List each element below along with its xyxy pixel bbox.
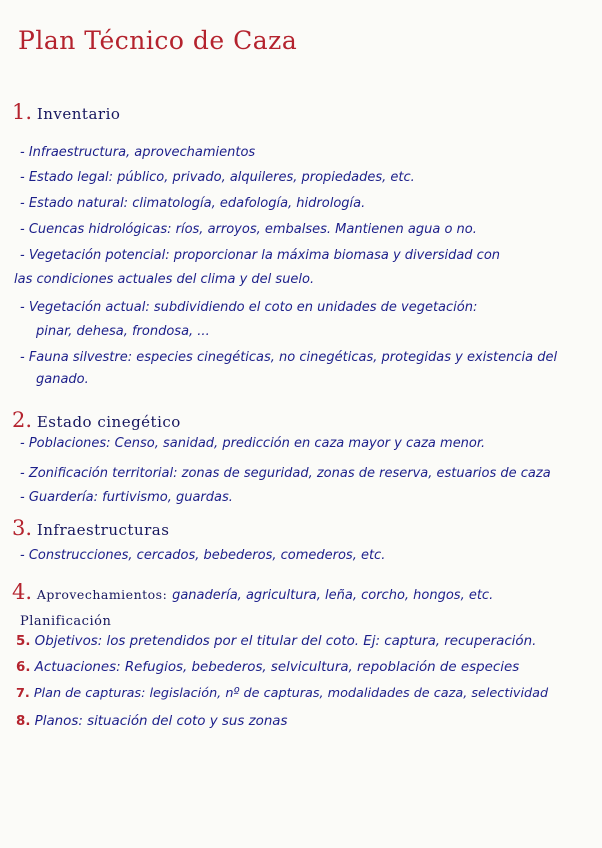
section-title: Inventario — [36, 105, 121, 123]
plan-item-text: Actuaciones: Refugios, bebederos, selvicultura, repoblación de especies — [34, 660, 520, 675]
plan-item-number: 6. — [16, 660, 31, 675]
section-1-heading — [12, 100, 120, 124]
section-number: 3. — [12, 516, 33, 540]
section-1-line: - Estado legal: público, privado, alquileres, propiedades, etc. — [20, 170, 415, 185]
section-number: 2. — [12, 408, 33, 432]
section-1-line: - Vegetación actual: subdividiendo el coto en unidades de vegetación: — [20, 300, 478, 315]
section-1-line: las condiciones actuales del clima y del suelo. — [14, 272, 315, 287]
section-1-line: pinar, dehesa, frondosa, ... — [36, 324, 210, 339]
section-title: Estado cinegético — [36, 413, 181, 431]
plan-item-number: 5. — [16, 634, 31, 649]
section-1-line: - Vegetación potencial: proporcionar la máxima biomasa y diversidad con — [20, 248, 501, 263]
section-2-line: - Poblaciones: Censo, sanidad, predicción en caza mayor y caza menor. — [20, 436, 486, 451]
section-4-line: ganadería, agricultura, leña, corcho, hongos, etc. — [172, 588, 494, 603]
plan-item-text: Plan de capturas: legislación, nº de capturas, modalidades de caza, selectividad — [33, 686, 549, 701]
section-1-line: - Infraestructura, aprovechamientos — [20, 145, 256, 160]
section-title: Aprovechamientos: — [36, 587, 168, 602]
plan-item-text: Planos: situación del coto y sus zonas — [34, 714, 288, 729]
section-2-heading — [12, 408, 181, 432]
plan-item — [16, 686, 548, 701]
section-2-line: - Zonificación territorial: zonas de seguridad, zonas de reserva, estuarios de caza — [20, 466, 551, 481]
section-title: Infraestructuras — [36, 521, 170, 539]
plan-item — [16, 714, 288, 729]
section-3-heading — [12, 516, 169, 540]
plan-item — [16, 634, 536, 649]
section-1-line: - Fauna silvestre: especies cinegéticas, no cinegéticas, protegidas y existencia del — [20, 350, 558, 365]
page-title: Plan Técnico de Caza — [18, 26, 298, 55]
plan-item — [16, 660, 519, 675]
section-1-line: - Estado natural: climatología, edafología, hidrología. — [20, 196, 366, 211]
section-2-line: - Guardería: furtivismo, guardas. — [20, 490, 233, 505]
plan-item-number: 8. — [16, 714, 31, 729]
section-3-line: - Construcciones, cercados, bebederos, comederos, etc. — [20, 548, 386, 563]
section-1-line: - Cuencas hidrológicas: ríos, arroyos, embalses. Mantienen agua o no. — [20, 222, 477, 237]
planificacion-heading: Planificación — [20, 614, 112, 629]
plan-item-number: 7. — [16, 686, 30, 701]
section-number: 4. — [12, 580, 33, 604]
section-4-heading — [12, 580, 493, 604]
section-number: 1. — [12, 100, 33, 124]
plan-item-text: Objetivos: los pretendidos por el titular del coto. Ej: captura, recuperación. — [34, 634, 537, 649]
section-1-line: ganado. — [36, 372, 89, 387]
